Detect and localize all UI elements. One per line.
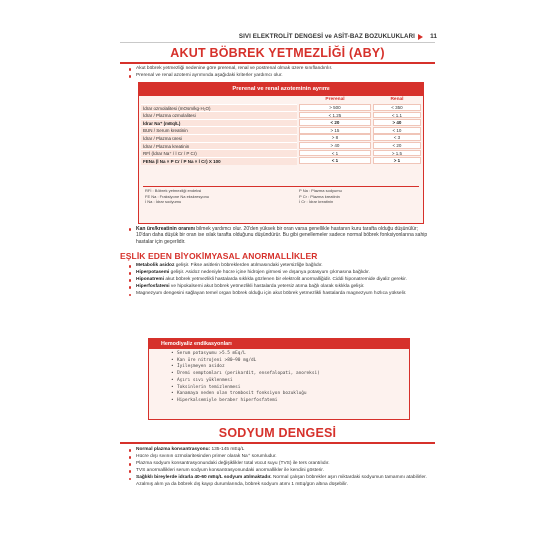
azotemia-table [138, 82, 424, 224]
table-cell: < 1.1 [373, 112, 421, 119]
table-cell: < 350 [373, 104, 421, 111]
legend-item: İ Cr : İdrar kreatinin [299, 199, 334, 205]
aby-bullets [128, 66, 428, 80]
item-text: gelişir. Fikse asitlerin böbreklerden atılmasındaki yetersizliğe bağlıdır. [174, 263, 323, 268]
sodium-list [128, 447, 428, 489]
sodium-title: SODYUM DENGESİ [218, 426, 337, 440]
table-cell: RFİ (İdrar Na⁺ / İ Cr / P Cr) [141, 149, 297, 158]
table-cell: > 500 [299, 104, 371, 111]
table-cell: FENa (İ Na × P Cr / P Na × İ Cr) X 100 [141, 157, 297, 166]
list-item [128, 263, 428, 269]
dialysis-box [148, 338, 410, 420]
table-cell: İdrar ozmolalitesi (mOsm/kg·H₂O) [141, 104, 297, 113]
bold-lead: Hiperfosfatemi [136, 284, 170, 290]
aby-title: AKUT BÖBREK YETMEZLİĞİ (ABY) [170, 46, 385, 60]
list-item: • Aşırı sıvı yüklenmesi [149, 378, 409, 385]
list-item: Prerenal ve renal azotemi ayrımında aşağıdaki kriterler yardımcı olur. [128, 73, 428, 79]
legend-item: İ Na : İdrar sodyumu [145, 199, 182, 205]
table-cell: < 20 [299, 119, 371, 126]
bold-lead: Kan üre/kreatinin oranını [136, 226, 195, 232]
list-item [128, 454, 428, 460]
table-cell: < 3 [373, 134, 421, 141]
table-legend-right [299, 188, 342, 205]
table-cell: > 1.5 [373, 150, 421, 157]
item-text: TVS anormallikleri serum sodyum konsantrasyonundaki anormallikler ile kendini gösterir. [136, 468, 324, 474]
list-item [128, 291, 428, 297]
table-cell: İdrar / Plazma kreatinin [141, 142, 297, 151]
list-item [128, 284, 428, 290]
bio-list [128, 263, 428, 298]
table-row [139, 104, 423, 112]
table-row [139, 119, 423, 127]
list-item [128, 475, 428, 488]
table-cell: < 1.25 [299, 112, 371, 119]
list-item: • Toksinlerin temizlenmesi [149, 385, 409, 392]
list-item: Akut böbrek yetmezliği nedenine göre prerenal, renal ve postrenal olmak üzere sınıflandırılır. [128, 66, 428, 72]
item-text: gelişir. Asidoz nedeniyle hücre içine hidrojen girmesi ve dışarıya potasyum çıkmasına bağlıdır. [169, 270, 370, 276]
item-text: Plazma sodyum konsantrasyonundaki değişiklikler total vücut suyu (TVS) ile ters orantılıdır. [136, 461, 330, 467]
bold-lead: Sağlıklı bireylerde idrarla 40-60 mEq/L sodyum atılmaktadır. [136, 475, 272, 481]
table-cell: < 20 [373, 142, 421, 149]
dialysis-title: Hemodiyaliz endikasyonları [149, 339, 409, 349]
bold-lead: Hiperpotasemi [136, 270, 170, 276]
bold-lead: Metabolik asidoz [136, 263, 175, 268]
table-cell: İdrar / Plazma ozmolalitesi [141, 111, 297, 120]
table-cell: < 1 [299, 150, 371, 157]
list-item [128, 270, 428, 276]
table-divider [143, 186, 419, 187]
table-row [139, 149, 423, 157]
legend-item: P Cr : Plazma kreatinin [299, 193, 340, 199]
table-row [139, 157, 423, 165]
table-cell: > 40 [373, 119, 421, 126]
legend-item: P Na : Plazma sodyumu [299, 188, 342, 193]
item-text: Magnezyum dengesini sağlayan temel organ böbrek olduğu için akut böbrek yetmezlikli hastalarda magnezyum hızlıca yükselir. [136, 291, 407, 297]
table-cell: < 1 [299, 157, 371, 164]
item-text: Normal çalışan böbrekler aşırı miktardaki sodyumun tamamını atabilirler. Azalmış alım ya da böbrek dış kayıp durumlarında, böbrek sodyum atımı 1 mEq/gün altına düşebilir. [136, 475, 427, 487]
arrow-icon [418, 34, 423, 40]
table-body [139, 104, 423, 165]
table-title: Prerenal ve renal azoteminin ayrımı [139, 83, 423, 96]
dialysis-list [149, 349, 409, 405]
table-row [139, 134, 423, 142]
table-legend-left [145, 188, 209, 205]
list-item: • Serum potasyumu >5.5 mEq/L [149, 351, 409, 358]
item-text: Hücre dışı sıvının ozmolaritesinden primer olarak Na⁺ sorumludur. [136, 454, 277, 460]
table-row [139, 111, 423, 119]
aby-title-rule [120, 62, 435, 64]
item-text: 135-145 mEq/L [210, 447, 245, 452]
list-item [128, 277, 428, 283]
item-text: akut böbrek yetmezlikli hastalarda sıklıkla gözlenen bir elektrolit anormalliğidir. Ciddi hiponatremide diyaliz gerekir. [164, 277, 407, 283]
list-item: • Kan üre nitrojeni >80–90 mg/dL [149, 358, 409, 365]
table-cell: BUN / Serum kreatinin [141, 126, 297, 135]
table-cell: > 8 [299, 134, 371, 141]
legend-item: RFİ : Böbrek yetmezliği endeksi [145, 188, 202, 193]
list-item [128, 461, 428, 467]
list-item: • Üremi semptomları (perikardit, ensefalopati, anoreksi) [149, 371, 409, 378]
col-prerenal: Prerenal [325, 97, 345, 102]
bold-lead: Hiponatremi [136, 277, 164, 283]
bio-title: EŞLİK EDEN BİYOKİMYASAL ANORMALLİKLER [120, 251, 318, 261]
sodium-title-rule [120, 442, 435, 444]
legend-item: FE Na : Fraksiyone Na ekskresyonu [145, 193, 210, 199]
list-item [128, 468, 428, 474]
table-header-row [139, 96, 423, 104]
list-item [128, 447, 428, 453]
list-item: • Hiperkalsemiyle beraber hiperfosfatemi [149, 398, 409, 405]
table-cell: İdrar / Plazma üresi [141, 134, 297, 143]
table-cell: > 15 [299, 127, 371, 134]
table-cell: > 1 [373, 157, 421, 164]
running-head [120, 33, 435, 43]
table-cell: < 10 [373, 127, 421, 134]
list-item: • İyileşmeyen asidoz [149, 364, 409, 371]
col-renal: Renal [390, 97, 404, 102]
table-row [139, 126, 423, 134]
page-number: 11 [430, 33, 437, 40]
paragraph-text: bilmek yardımcı olur. 20'den yüksek bir oran varsa genellikle hastanın kuru tarafta olduğu düşünülür; 10'dan daha düşük bir oran ise ıslak tarafta olduğunu düşündürür. Bu gibi genellemeler sadece normal böbrek fonksiyonlarına sahip hastalar için geçerlidir. [136, 226, 428, 245]
table-cell: İdrar Na⁺ (mEq/L) [141, 119, 297, 128]
running-head-title: SIVI ELEKTROLİT DENGESİ ve ASİT-BAZ BOZUKLUKLARI [238, 33, 415, 40]
table-row [139, 142, 423, 150]
item-text: ve hipokalsemi akut böbrek yetmezlikli hastalarda yetersiz atıma bağlı olarak sıklıkla gelişir. [169, 284, 365, 290]
urea-creatinine-paragraph [128, 226, 428, 246]
bold-lead: Normal plazma konsantrasyonu: [136, 447, 211, 452]
table-cell: > 40 [299, 142, 371, 149]
list-item [128, 226, 428, 245]
list-item: • Kanamaya neden olan trombosit fonksiyon bozukluğu [149, 391, 409, 398]
